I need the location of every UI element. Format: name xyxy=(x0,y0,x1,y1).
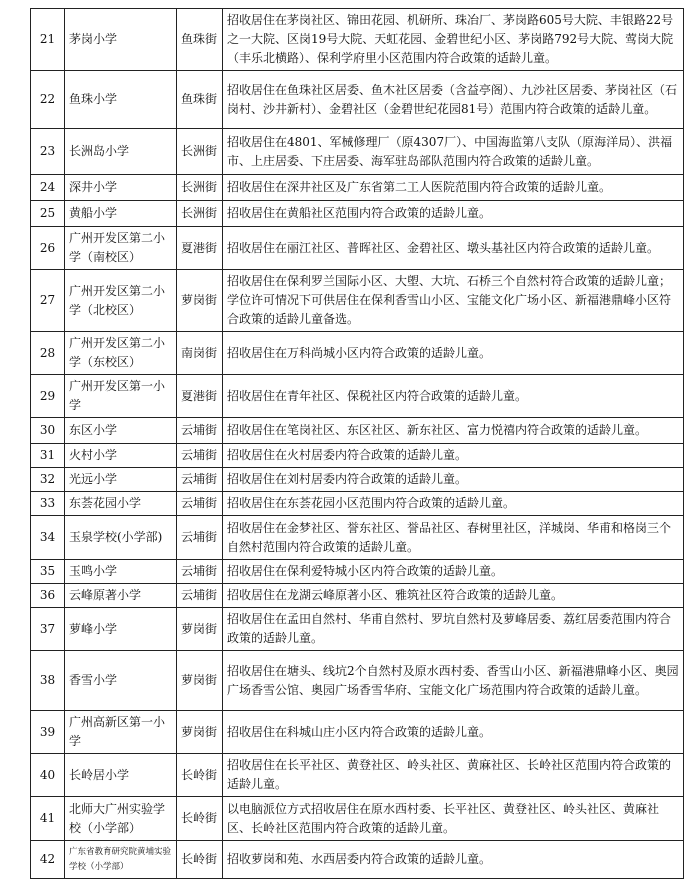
school-name: 广州开发区第二小学（东校区） xyxy=(65,332,177,375)
enrollment-description: 招收居住在刘村居委内符合政策的适龄儿童。 xyxy=(223,468,684,492)
enrollment-description: 招收居住在保利爱特城小区内符合政策的适龄儿童。 xyxy=(223,560,684,584)
school-name: 玉鸣小学 xyxy=(65,560,177,584)
school-zone-table xyxy=(30,8,684,879)
row-number: 24 xyxy=(31,175,65,201)
table-row xyxy=(31,560,684,584)
table-row xyxy=(31,841,684,879)
street-name: 云埔街 xyxy=(177,516,223,560)
enrollment-description: 招收居住在万科尚城小区内符合政策的适龄儿童。 xyxy=(223,332,684,375)
row-number: 35 xyxy=(31,560,65,584)
school-name: 长洲岛小学 xyxy=(65,129,177,175)
enrollment-description: 招收居住在长平社区、黄登社区、岭头社区、黄麻社区、长岭社区范围内符合政策的适龄儿童。 xyxy=(223,754,684,797)
enrollment-description: 招收居住在鱼珠社区居委、鱼木社区居委（含益亭阁）、九沙社区居委、茅岗社区（石岗村、沙井新村）、金碧社区（金碧世纪花园81号）范围内符合政策的适龄儿童。 xyxy=(223,71,684,129)
street-name: 萝岗街 xyxy=(177,270,223,332)
school-name: 广州开发区第一小学 xyxy=(65,375,177,418)
table-row xyxy=(31,129,684,175)
table-body xyxy=(31,9,684,879)
table-row xyxy=(31,584,684,608)
row-number: 23 xyxy=(31,129,65,175)
enrollment-description: 招收居住在黄船社区范围内符合政策的适龄儿童。 xyxy=(223,201,684,227)
street-name: 长洲街 xyxy=(177,129,223,175)
street-name: 长岭街 xyxy=(177,797,223,841)
street-name: 萝岗街 xyxy=(177,651,223,711)
street-name: 萝岗街 xyxy=(177,608,223,651)
table-row xyxy=(31,175,684,201)
school-name: 云峰原著小学 xyxy=(65,584,177,608)
table-row xyxy=(31,754,684,797)
street-name: 夏港街 xyxy=(177,375,223,418)
row-number: 33 xyxy=(31,492,65,516)
enrollment-description: 招收居住在科城山庄小区内符合政策的适龄儿童。 xyxy=(223,711,684,754)
row-number: 28 xyxy=(31,332,65,375)
street-name: 长洲街 xyxy=(177,175,223,201)
table-row xyxy=(31,797,684,841)
row-number: 27 xyxy=(31,270,65,332)
table-row xyxy=(31,711,684,754)
street-name: 云埔街 xyxy=(177,468,223,492)
table-row xyxy=(31,375,684,418)
school-name: 香雪小学 xyxy=(65,651,177,711)
enrollment-description: 招收居住在龙湖云峰原著小区、雅筑社区符合政策的适龄儿童。 xyxy=(223,584,684,608)
school-name: 萝峰小学 xyxy=(65,608,177,651)
table-row xyxy=(31,270,684,332)
enrollment-description: 招收居住在茅岗社区、锦田花园、机研所、珠冶厂、茅岗路605号大院、丰银路22号之一大院、区岗19号大院、天虹花园、金碧世纪小区、茅岗路792号大院、莺岗大院（丰乐北横路）、保利学府里小区范围内符合政策的适龄儿童。 xyxy=(223,9,684,71)
row-number: 21 xyxy=(31,9,65,71)
enrollment-description: 招收居住在火村居委内符合政策的适龄儿童。 xyxy=(223,444,684,468)
street-name: 鱼珠街 xyxy=(177,71,223,129)
street-name: 云埔街 xyxy=(177,444,223,468)
row-number: 42 xyxy=(31,841,65,879)
enrollment-description: 招收居住在深井社区及广东省第二工人医院范围内符合政策的适龄儿童。 xyxy=(223,175,684,201)
enrollment-description: 招收居住在保利罗兰国际小区、大塱、大坑、石桥三个自然村符合政策的适龄儿童；学位许可情况下可供居住在保利香雪山小区、宝能文化广场小区、新福港鼎峰小区符合政策的适龄儿童备选。 xyxy=(223,270,684,332)
row-number: 32 xyxy=(31,468,65,492)
row-number: 38 xyxy=(31,651,65,711)
street-name: 萝岗街 xyxy=(177,711,223,754)
table-row xyxy=(31,608,684,651)
school-name: 鱼珠小学 xyxy=(65,71,177,129)
school-name: 长岭居小学 xyxy=(65,754,177,797)
enrollment-description: 招收居住在4801、军械修理厂（原4307厂）、中国海监第八支队（原海洋局）、洪福市、上庄居委、下庄居委、海军驻岛部队范围内符合政策的适龄儿童。 xyxy=(223,129,684,175)
table-row xyxy=(31,468,684,492)
school-name: 广州开发区第二小学（北校区） xyxy=(65,270,177,332)
row-number: 34 xyxy=(31,516,65,560)
row-number: 37 xyxy=(31,608,65,651)
school-name: 广州高新区第一小学 xyxy=(65,711,177,754)
enrollment-description: 招收居住在塘头、线坑2个自然村及原水西村委、香雪山小区、新福港鼎峰小区、奥园广场香雪公馆、奥园广场香雪华府、宝能文化广场范围内符合政策的适龄儿童。 xyxy=(223,651,684,711)
school-name: 东区小学 xyxy=(65,418,177,444)
street-name: 云埔街 xyxy=(177,492,223,516)
table-row xyxy=(31,516,684,560)
row-number: 26 xyxy=(31,227,65,270)
row-number: 30 xyxy=(31,418,65,444)
table-row xyxy=(31,9,684,71)
enrollment-description: 以电脑派位方式招收居住在原水西村委、长平社区、黄登社区、岭头社区、黄麻社区、长岭社区范围内符合政策的适龄儿童。 xyxy=(223,797,684,841)
row-number: 29 xyxy=(31,375,65,418)
school-name: 光远小学 xyxy=(65,468,177,492)
table-row xyxy=(31,71,684,129)
street-name: 夏港街 xyxy=(177,227,223,270)
street-name: 长岭街 xyxy=(177,841,223,879)
street-name: 云埔街 xyxy=(177,418,223,444)
school-name: 茅岗小学 xyxy=(65,9,177,71)
table-row xyxy=(31,492,684,516)
row-number: 41 xyxy=(31,797,65,841)
school-name: 深井小学 xyxy=(65,175,177,201)
enrollment-description: 招收萝岗和苑、水西居委内符合政策的适龄儿童。 xyxy=(223,841,684,879)
street-name: 云埔街 xyxy=(177,560,223,584)
table-row xyxy=(31,444,684,468)
enrollment-description: 招收居住在青年社区、保税社区内符合政策的适龄儿童。 xyxy=(223,375,684,418)
street-name: 云埔街 xyxy=(177,584,223,608)
row-number: 39 xyxy=(31,711,65,754)
table-row xyxy=(31,651,684,711)
school-name: 黄船小学 xyxy=(65,201,177,227)
row-number: 36 xyxy=(31,584,65,608)
row-number: 31 xyxy=(31,444,65,468)
row-number: 25 xyxy=(31,201,65,227)
row-number: 22 xyxy=(31,71,65,129)
enrollment-description: 招收居住在孟田自然村、华甫自然村、罗坑自然村及萝峰居委、荔红居委范围内符合政策的适龄儿童。 xyxy=(223,608,684,651)
table-row xyxy=(31,418,684,444)
row-number: 40 xyxy=(31,754,65,797)
enrollment-description: 招收居住在金梦社区、誉东社区、誉品社区、春树里社区，洋城岗、华甫和格岗三个自然村范围内符合政策的适龄儿童。 xyxy=(223,516,684,560)
street-name: 南岗街 xyxy=(177,332,223,375)
school-name: 玉泉学校(小学部) xyxy=(65,516,177,560)
school-name: 广东省教育研究院黄埔实验学校（小学部） xyxy=(65,841,177,879)
table-row xyxy=(31,332,684,375)
school-name: 东荟花园小学 xyxy=(65,492,177,516)
school-name: 火村小学 xyxy=(65,444,177,468)
street-name: 长洲街 xyxy=(177,201,223,227)
enrollment-description: 招收居住在丽江社区、普晖社区、金碧社区、墩头基社区内符合政策的适龄儿童。 xyxy=(223,227,684,270)
table-row xyxy=(31,201,684,227)
table-row xyxy=(31,227,684,270)
enrollment-description: 招收居住在笔岗社区、东区社区、新东社区、富力悦禧内符合政策的适龄儿童。 xyxy=(223,418,684,444)
school-name: 北师大广州实验学校（小学部） xyxy=(65,797,177,841)
street-name: 长岭街 xyxy=(177,754,223,797)
street-name: 鱼珠街 xyxy=(177,9,223,71)
school-name: 广州开发区第二小学（南校区） xyxy=(65,227,177,270)
enrollment-description: 招收居住在东荟花园小区范围内符合政策的适龄儿童。 xyxy=(223,492,684,516)
